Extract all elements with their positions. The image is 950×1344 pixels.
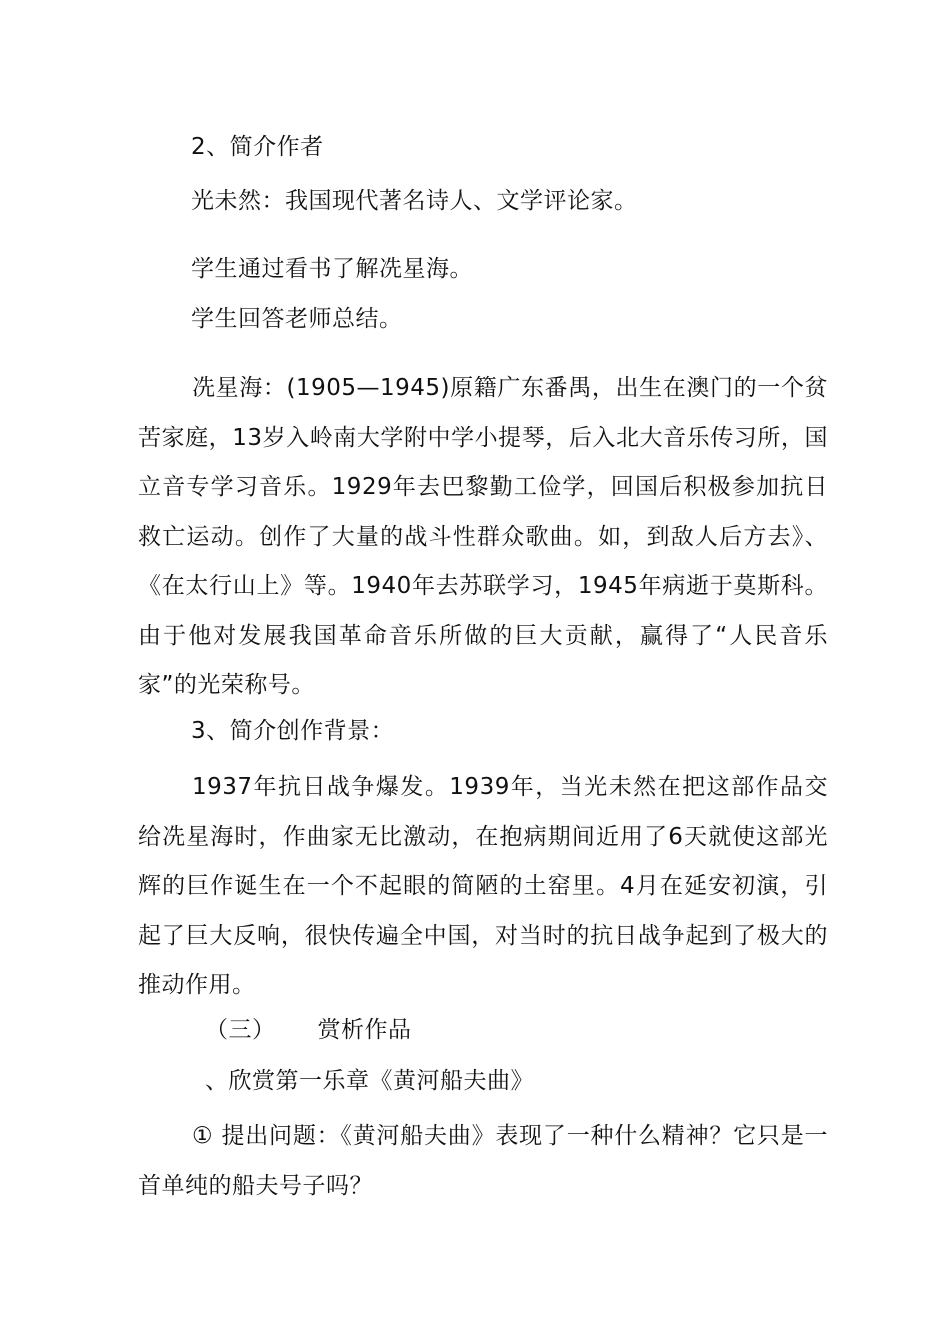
xian-xinghai-biography: 冼星海：(1905—1945)原籍广东番禺，出生在澳门的一个贫苦家庭，13岁入岭南大学附中学小提琴，后入北大音乐传习所，国立音专学习音乐。1929年去巴黎勤工俭学，回国后积极参加抗日救亡运动。创作了大量的战斗性群众歌曲。如，到敌人后方去》、《在太行山上》等。1940年去苏联学习，1945年病逝于莫斯科。由于他对发展我国革命音乐所做的巨大贡献，赢得了“人民音乐家”的光荣称号。: [138, 375, 828, 698]
movement-1-heading: 、欣赏第一乐章《黄河船夫曲》: [205, 1068, 534, 1094]
student-activity-answer: 学生回答老师总结。: [191, 306, 403, 332]
creation-background-paragraph: 1937年抗日战争爆发。1939年，当光未然在把这部作品交给冼星海时，作曲家无比激动，在抱病期间近用了6天就使这部光辉的巨作诞生在一个不起眼的简陋的土窑里。4月在延安初演，引起了巨大反响，很快传遍全中国，对当时的抗日战争起到了极大的推动作用。: [138, 774, 828, 998]
student-activity-reading: 学生通过看书了解冼星海。: [191, 256, 473, 282]
author-intro: 光未然：我国现代著名诗人、文学评论家。: [191, 188, 638, 214]
section-3-heading: 3、简介创作背景：: [191, 718, 395, 744]
part-3-label: （三）: [205, 1017, 276, 1043]
section-2-heading: 2、简介作者: [191, 134, 324, 160]
part-3-title: 赏析作品: [317, 1017, 412, 1043]
question-paragraph: ① 提出问题：《黄河船夫曲》表现了一种什么精神？它只是一首单纯的船夫号子吗？: [138, 1123, 828, 1199]
part-3-heading: [205, 1015, 412, 1045]
